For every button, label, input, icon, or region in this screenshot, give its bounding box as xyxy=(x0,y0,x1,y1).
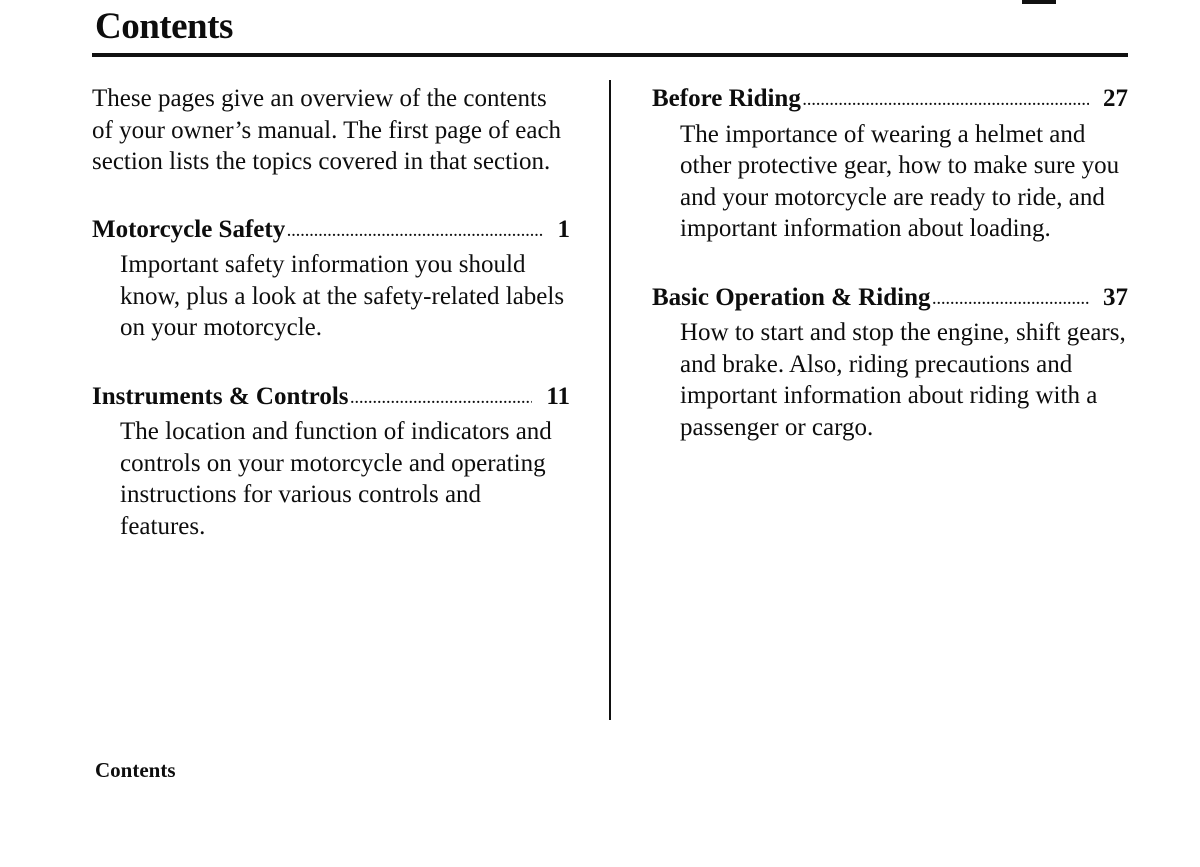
right-column xyxy=(652,83,1128,480)
toc-entry-page-number[interactable]: 27 xyxy=(1103,85,1128,112)
toc-entry-heading[interactable] xyxy=(92,214,570,250)
dot-leader xyxy=(287,217,543,249)
dot-leader xyxy=(803,86,1089,118)
toc-entry-description: The importance of wearing a helmet and other protective gear, how to make sure you and your motorcycle are ready to ride, and important information about loading. xyxy=(680,120,1120,242)
dot-leader xyxy=(933,285,1090,317)
toc-entry-heading[interactable] xyxy=(652,83,1128,119)
toc-entry-heading[interactable] xyxy=(652,282,1128,318)
toc-entry-page-number[interactable]: 37 xyxy=(1103,283,1128,311)
toc-entry-description: Important safety information you should know, plus a look at the safety-related labels on your motorcycle. xyxy=(120,251,565,341)
intro-paragraph: These pages give an overview of the contents of your owner’s manual. The first page of each section lists the topics covered in that section. xyxy=(92,85,562,175)
toc-entry-description: The location and function of indicators and controls on your motorcycle and operating instructions for various controls and features. xyxy=(120,418,552,540)
toc-entry-description: How to start and stop the engine, shift gears, and brake. Also, riding precautions and important information about riding with a passenger or cargo. xyxy=(680,319,1126,441)
column-divider xyxy=(609,80,611,720)
toc-entry-instruments-controls[interactable] xyxy=(92,381,570,543)
title-rule xyxy=(92,53,1128,57)
footer-section-label: Contents xyxy=(95,758,176,782)
toc-entry-title[interactable]: Instruments & Controls xyxy=(92,382,349,410)
left-column xyxy=(92,83,570,579)
toc-entry-page-number[interactable]: 11 xyxy=(546,382,570,410)
dot-leader xyxy=(351,384,533,416)
toc-entry-before-riding[interactable] xyxy=(652,83,1128,245)
toc-entry-title[interactable]: Motorcycle Safety xyxy=(92,215,286,243)
toc-entry-basic-operation-riding[interactable] xyxy=(652,282,1128,444)
toc-entry-heading[interactable] xyxy=(92,381,570,417)
toc-entry-page-number[interactable]: 1 xyxy=(557,215,570,243)
toc-entry-title[interactable]: Before Riding xyxy=(652,85,801,112)
page-title: Contents xyxy=(95,6,233,47)
toc-entry-title[interactable]: Basic Operation & Riding xyxy=(652,283,931,311)
corner-tab-mark xyxy=(1022,0,1056,4)
toc-entry-motorcycle-safety[interactable] xyxy=(92,214,570,344)
